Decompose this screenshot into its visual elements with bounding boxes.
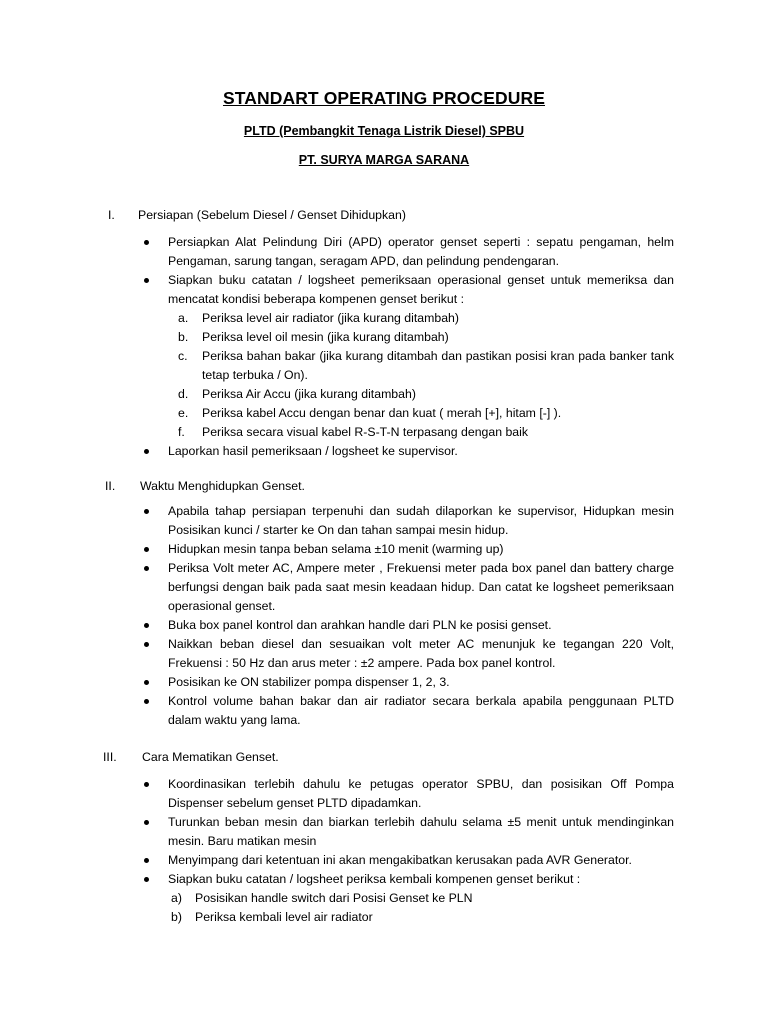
section-1-title: Persiapan (Sebelum Diesel / Genset Dihidupkan) (138, 208, 406, 222)
bullet-icon (144, 858, 149, 863)
list-item: Buka box panel kontrol dan arahkan handle dari PLN ke posisi genset. (144, 616, 674, 635)
section-1-list (144, 233, 674, 461)
bullet-icon (144, 877, 149, 882)
section-2-number: II. (105, 479, 116, 493)
section-3-sublist (144, 889, 674, 927)
bullet-icon (144, 699, 149, 704)
bullet-icon (144, 642, 149, 647)
section-2-title: Waktu Menghidupkan Genset. (140, 479, 305, 493)
list-item: Siapkan buku catatan / logsheet pemeriksaan operasional genset untuk memeriksa dan mencatat kondisi beberapa kompenen genset berikut : (144, 271, 674, 309)
list-item: Apabila tahap persiapan terpenuhi dan sudah dilaporkan ke supervisor, Hidupkan mesin Posisikan kunci / starter ke On dan tahan sampai mesin hidup. (144, 502, 674, 540)
sublist-item: d. Periksa Air Accu (jika kurang ditambah) (178, 387, 416, 401)
bullet-icon (144, 449, 149, 454)
list-item: Periksa Volt meter AC, Ampere meter , Frekuensi meter pada box panel dan battery charge berfungsi dengan baik pada saat mesin keadaan hidup. Dan catat ke logsheet pemeriksaan operasional genset. (144, 559, 674, 616)
bullet-icon (144, 782, 149, 787)
section-2-list (144, 502, 674, 730)
list-item: Menyimpang dari ketentuan ini akan mengakibatkan kerusakan pada AVR Generator. (144, 851, 674, 870)
list-item: Siapkan buku catatan / logsheet periksa kembali kompenen genset berikut : (144, 870, 674, 889)
list-item: Posisikan ke ON stabilizer pompa dispenser 1, 2, 3. (144, 673, 674, 692)
section-3-title: Cara Mematikan Genset. (142, 750, 279, 764)
sublist-item: f. Periksa secara visual kabel R-S-T-N terpasang dengan baik (178, 425, 529, 439)
document-title: STANDART OPERATING PROCEDURE (222, 88, 546, 108)
bullet-icon (144, 278, 149, 283)
list-item: Hidupkan mesin tanpa beban selama ±10 menit (warming up) (144, 540, 674, 559)
document-subtitle: PLTD (Pembangkit Tenaga Listrik Diesel) SPBU (243, 124, 525, 138)
bullet-icon (144, 623, 149, 628)
company-name: PT. SURYA MARGA SARANA (298, 153, 470, 167)
bullet-icon (144, 680, 149, 685)
section-1-number: I. (108, 208, 115, 222)
sublist-item: a) Posisikan handle switch dari Posisi Genset ke PLN (171, 891, 473, 905)
bullet-icon (144, 509, 149, 514)
bullet-icon (144, 566, 149, 571)
list-item: Koordinasikan terlebih dahulu ke petugas operator SPBU, dan posisikan Off Pompa Dispenser sebelum genset PLTD dipadamkan. (144, 775, 674, 813)
sublist-item: b) Periksa kembali level air radiator (171, 910, 373, 924)
list-item: Laporkan hasil pemeriksaan / logsheet ke supervisor. (144, 442, 674, 461)
list-item: Persiapkan Alat Pelindung Diri (APD) operator genset seperti : sepatu pengaman, helm Pengaman, sarung tangan, seragam APD, dan pelindung pendengaran. (144, 233, 674, 271)
bullet-icon (144, 240, 149, 245)
section-3-number: III. (103, 750, 117, 764)
sublist-item: b. Periksa level oil mesin (jika kurang ditambah) (178, 330, 449, 344)
section-1-sublist (144, 309, 674, 442)
section-3-list (144, 775, 674, 927)
list-item: Kontrol volume bahan bakar dan air radiator secara berkala apabila penggunaan PLTD dalam waktu yang lama. (144, 692, 674, 730)
bullet-icon (144, 820, 149, 825)
bullet-icon (144, 547, 149, 552)
sublist-item: e. Periksa kabel Accu dengan benar dan kuat ( merah [+], hitam [-] ). (178, 406, 562, 420)
list-item: Turunkan beban mesin dan biarkan terlebih dahulu selama ±5 menit untuk mendinginkan mesin. Baru matikan mesin (144, 813, 674, 851)
list-item: Naikkan beban diesel dan sesuaikan volt meter AC menunjuk ke tegangan 220 Volt, Frekuensi : 50 Hz dan arus meter : ±2 ampere. Pada box panel kontrol. (144, 635, 674, 673)
sublist-item: a. Periksa level air radiator (jika kurang ditambah) (178, 311, 459, 325)
sublist-item: c. Periksa bahan bakar (jika kurang ditambah dan pastikan posisi kran pada banker tank tetap terbuka / On). (178, 349, 674, 382)
